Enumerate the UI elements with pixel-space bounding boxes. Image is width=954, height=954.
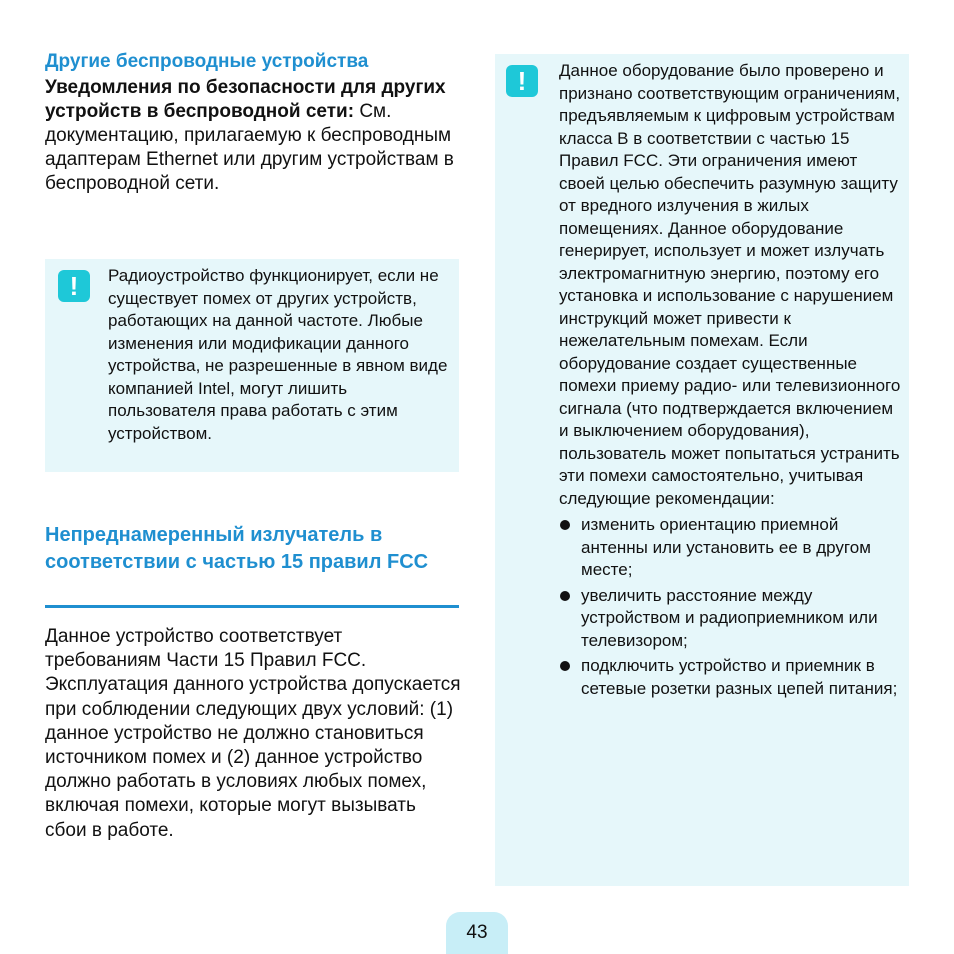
exclamation-icon: ! <box>506 65 538 97</box>
bullet-icon <box>560 591 570 601</box>
heading-divider <box>45 605 459 608</box>
list-item <box>559 514 904 582</box>
section-heading-fcc: Непреднамеренный излучатель в соответствии с частью 15 правил FCC <box>45 524 429 573</box>
bullet-icon <box>560 661 570 671</box>
safety-notice-lead: Уведомления по безопасности для других устройств в беспроводной сети: <box>45 77 446 122</box>
left-column <box>45 50 461 196</box>
note-text-radio: Радиоустройство функционирует, если не существует помех от других устройств, работающих на данной частоте. Любые изменения или модификации данного устройства, не разрешенные в явном виде компанией Intel, могут лишить пользователя права работать с этим устройством. <box>108 266 448 443</box>
recommendation-list <box>559 514 904 700</box>
exclamation-icon: ! <box>58 270 90 302</box>
list-item-text: изменить ориентацию приемной антенны или установить ее в другом месте; <box>581 515 871 579</box>
note-text-fcc-class-b <box>559 60 904 703</box>
note-box-fcc-class-b <box>495 54 909 886</box>
page-number: 43 <box>466 922 488 943</box>
fcc-compliance-paragraph: Данное устройство соответствует требованиям Части 15 Правил FCC. Эксплуатация данного устройства допускается при соблюдении следующих двух условий: (1) данное устройство не должно становиться источником помех и (2) данное устройство должно работать в условиях любых помех, включая помехи, которые могут вызывать сбои в работе. <box>45 626 461 841</box>
list-item <box>559 655 904 700</box>
section-fcc <box>45 522 459 576</box>
note-box-radio <box>45 259 459 472</box>
list-item-text: подключить устройство и приемник в сетевые розетки разных цепей питания; <box>581 656 898 698</box>
list-item <box>559 585 904 653</box>
bullet-icon <box>560 520 570 530</box>
section-heading-other-wireless: Другие беспроводные устройства <box>45 51 369 72</box>
safety-notice-paragraph <box>45 76 461 196</box>
list-item-text: увеличить расстояние между устройством и радиоприемником или телевизором; <box>581 585 878 650</box>
page-number-tab <box>446 912 508 954</box>
safety-notice-text: См. документацию, прилагаемую к беспроводным адаптерам Ethernet или другим устройствам в беспроводной сети. <box>45 101 454 194</box>
note-text-fcc-body: Данное оборудование было проверено и признано соответствующим ограничениям, предъявляемым к цифровым устройствам класса B в соответствии с частью 15 Правил FCC. Эти ограничения имеют своей целью обеспечить разумную защиту от вредного излучения в жилых помещениях. Данное оборудование генерирует, использует и может излучать электромагнитную энергию, поэтому его установка и использование с нарушением инструкций может привести к нежелательным помехам. Если оборудование создает существенные помехи приему радио- или телевизионного сигнала (что подтверждается включением и выключением оборудования), пользователь может попытаться устранить эти помехи самостоятельно, учитывая следующие рекомендации: <box>559 61 901 508</box>
